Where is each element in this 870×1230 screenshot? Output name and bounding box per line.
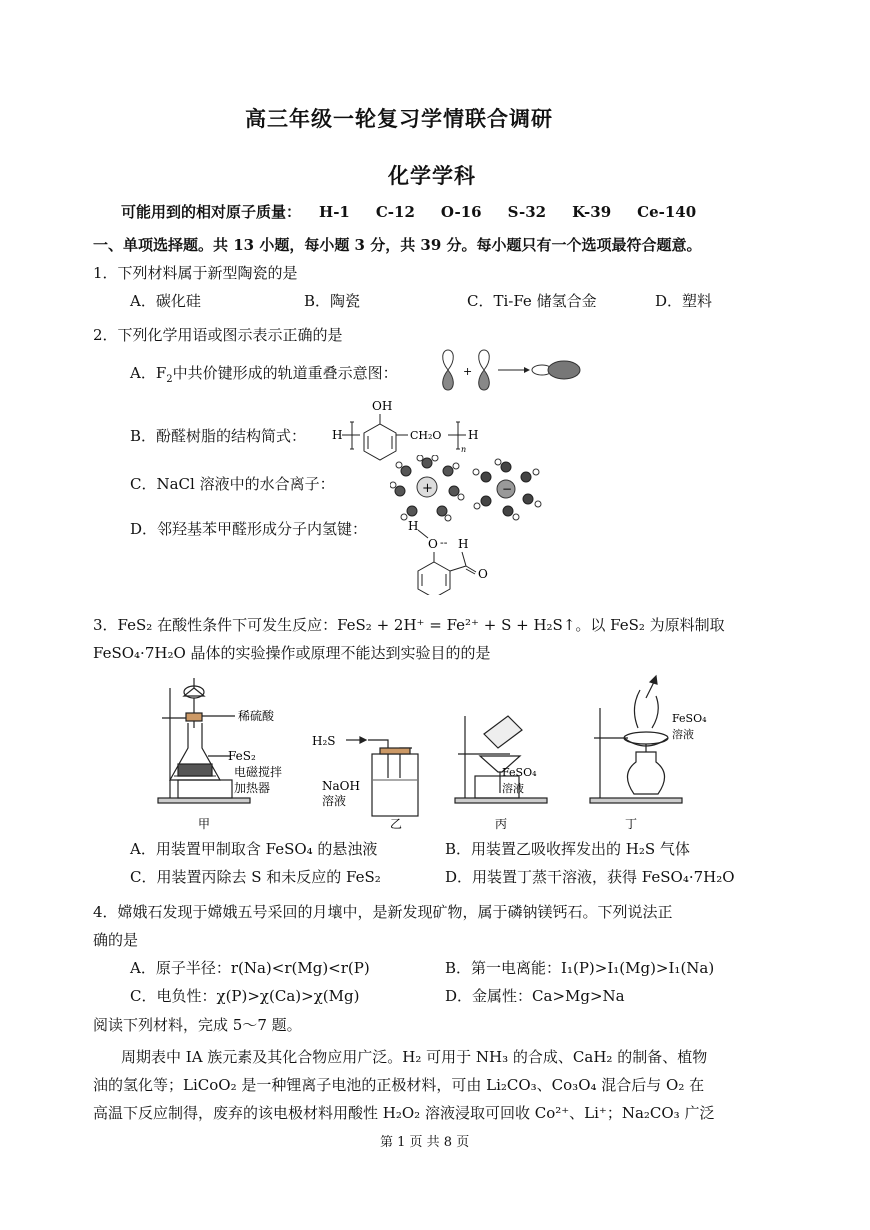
- label-h2s: H₂S: [312, 734, 336, 748]
- q3-line2: FeSO₄·7H₂O 晶体的实验操作或原理不能达到实验目的的是: [93, 644, 491, 662]
- q1-option-a: A．碳化硅: [130, 292, 201, 310]
- atomic-mass: S-32: [507, 203, 547, 221]
- q3-option-b: B．用装置乙吸收挥发出的 H₂S 气体: [445, 840, 690, 858]
- q2-option-b: B．酚醛树脂的结构简式：: [130, 427, 307, 445]
- label-feso4-c2: 溶液: [502, 782, 524, 795]
- label-bing: 丙: [495, 817, 508, 831]
- q4-line1: 4．嫦娥石发现于嫦娥五号采回的月壤中，是新发现矿物，属于磷钠镁钙石。下列说法正: [93, 903, 673, 921]
- q2-option-a: A．$F_2$中共价键形成的轨道重叠示意图：: [130, 364, 398, 385]
- svg-text:+: +: [463, 365, 473, 378]
- atomic-masses-label: 可能用到的相对原子质量：: [121, 203, 302, 221]
- salicylaldehyde-structure: [400, 510, 510, 595]
- svg-text:−: −: [502, 482, 513, 496]
- atomic-mass: H-1: [319, 203, 350, 221]
- label-feso4-d1: FeSO₄: [672, 712, 707, 725]
- label-feso4-c1: FeSO₄: [502, 766, 537, 779]
- reading-intro: 阅读下列材料，完成 5～7 题。: [93, 1016, 302, 1034]
- q4-option-a: A．原子半径：r(Na)<r(Mg)<r(P): [130, 959, 370, 977]
- q4-option-b: B．第一电离能：I₁(P)>I₁(Mg)>I₁(Na): [445, 959, 715, 977]
- label-acid: 稀硫酸: [238, 709, 275, 723]
- q2-option-d: D．邻羟基苯甲醛形成分子内氢键：: [130, 520, 368, 538]
- q1-option-b: B．陶瓷: [304, 292, 361, 310]
- exam-title: 高三年级一轮复习学情联合调研: [245, 107, 553, 131]
- struct-h-left: H: [332, 428, 343, 442]
- label-naoh2: 溶液: [322, 794, 347, 808]
- struct-d-o2: O: [478, 567, 488, 581]
- label-jia: 甲: [198, 817, 211, 831]
- label-ding: 丁: [625, 817, 638, 831]
- q1-stem: 1．下列材料属于新型陶瓷的是: [93, 264, 298, 282]
- svg-text:--: --: [440, 536, 448, 549]
- label-fes2: FeS₂: [228, 749, 256, 763]
- reading-line2: 油的氢化等；LiCoO₂ 是一种锂离子电池的正极材料，可由 Li₂CO₃、Co₃O₄ 混合后与 O₂ 在: [93, 1076, 705, 1094]
- atomic-mass: O-16: [440, 203, 482, 221]
- atomic-masses-line: [121, 201, 722, 222]
- struct-d-h2: H: [458, 537, 469, 551]
- label-yi: 乙: [390, 817, 403, 831]
- q4-option-d: D．金属性：Ca>Mg>Na: [445, 987, 625, 1005]
- q2-option-c: C．NaCl 溶液中的水合离子：: [130, 475, 335, 493]
- q4-option-c: C．电负性：χ(P)>χ(Ca)>χ(Mg): [130, 987, 360, 1005]
- subject-title: 化学学科: [388, 164, 476, 188]
- svg-text:+: +: [422, 481, 433, 496]
- q3-option-a: A．用装置甲制取含 FeSO₄ 的悬浊液: [130, 840, 378, 858]
- struct-n: n: [461, 445, 467, 454]
- q3-option-d: D．用装置丁蒸干溶液，获得 FeSO₄·7H₂O: [445, 868, 735, 886]
- q3-line1: 3．FeS₂ 在酸性条件下可发生反应：FeS₂ + 2H⁺ = Fe²⁺ + S + H₂S↑。以 FeS₂ 为原料制取: [93, 616, 725, 634]
- q1-option-c: C．Ti-Fe 储氢合金: [467, 292, 597, 310]
- q1-option-d: D．塑料: [655, 292, 713, 310]
- q4-line2: 确的是: [93, 931, 139, 949]
- q3-option-c: C．用装置丙除去 S 和未反应的 FeS₂: [130, 868, 381, 886]
- label-stirrer2: 加热器: [234, 781, 271, 795]
- atomic-mass: C-12: [375, 203, 415, 221]
- section-heading: 一、单项选择题。共 13 小题，每小题 3 分，共 39 分。每小题只有一个选项最符合题意。: [93, 236, 702, 254]
- orbital-overlap-diagram: [438, 346, 598, 394]
- struct-h-right: H: [468, 428, 479, 442]
- apparatus-figure: [150, 668, 790, 836]
- label-stirrer1: 电磁搅拌: [234, 765, 283, 779]
- page-number: 第 1 页 共 8 页: [380, 1135, 470, 1150]
- atomic-mass: K-39: [572, 203, 612, 221]
- label-naoh1: NaOH: [322, 779, 360, 793]
- struct-d-h: H: [408, 519, 419, 533]
- atomic-mass: Ce-140: [637, 203, 697, 221]
- struct-oh: OH: [372, 399, 393, 413]
- struct-d-o: O: [428, 537, 438, 551]
- reading-line1: 周期表中 IA 族元素及其化合物应用广泛。H₂ 可用于 NH₃ 的合成、CaH₂ 的制备、植物: [121, 1048, 708, 1066]
- q2-stem: 2．下列化学用语或图示表示正确的是: [93, 326, 343, 344]
- struct-ch2o: CH₂O: [410, 429, 442, 442]
- reading-line3: 高温下反应制得，废弃的该电极材料用酸性 H₂O₂ 溶液浸取可回收 Co²⁺、Li⁺；Na₂CO₃ 广泛: [93, 1104, 715, 1122]
- label-feso4-d2: 溶液: [672, 728, 694, 741]
